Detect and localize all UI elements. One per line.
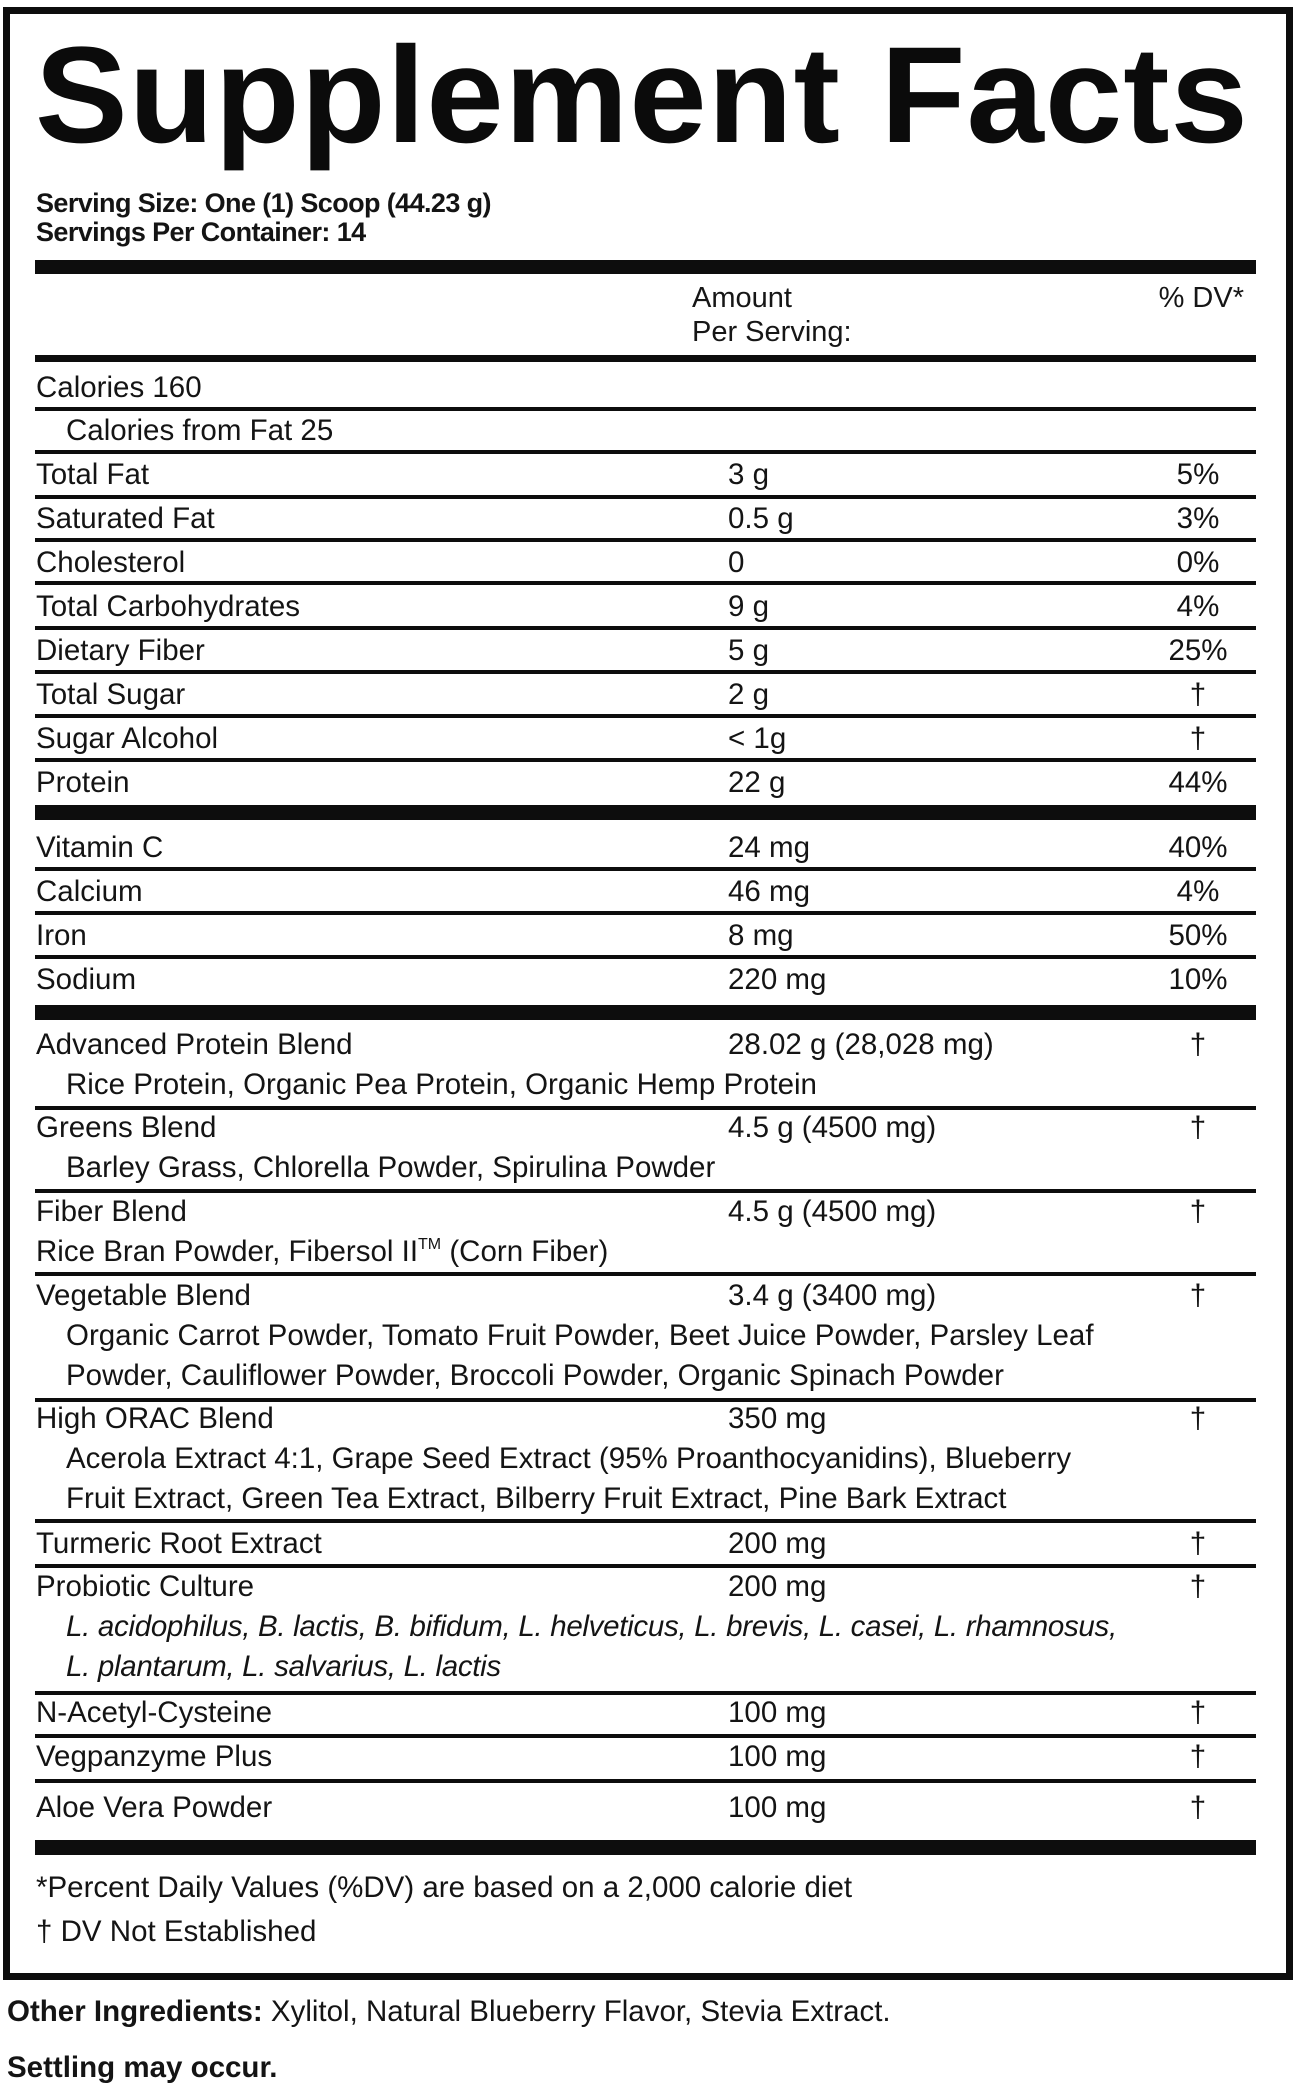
nutrient-amount: 5 g bbox=[728, 634, 770, 667]
blend-name: Vegetable Blend bbox=[36, 1279, 251, 1312]
nutrient-dv: 0% bbox=[1176, 546, 1220, 579]
divider-thick bbox=[35, 1005, 1256, 1020]
dagger-icon: † bbox=[1189, 1111, 1207, 1144]
blend-ingredients: Fruit Extract, Green Tea Extract, Bilberry Fruit Extract, Pine Bark Extract bbox=[66, 1482, 1007, 1515]
probiotic-strains: L. plantarum, L. salvarius, L. lactis bbox=[66, 1650, 501, 1683]
divider-thick bbox=[35, 805, 1256, 820]
nutrient-dv: 4% bbox=[1176, 590, 1220, 623]
dagger-icon: † bbox=[1189, 1791, 1207, 1824]
blend-name: N-Acetyl-Cysteine bbox=[36, 1696, 273, 1729]
vitamin-name: Iron bbox=[36, 919, 87, 952]
blend-ingredients-suffix: (Corn Fiber) bbox=[441, 1235, 609, 1268]
blend-amount: 350 mg bbox=[728, 1402, 827, 1435]
other-ingredients-label: Other Ingredients: bbox=[7, 1995, 263, 2028]
divider bbox=[35, 1106, 1256, 1110]
dagger-icon: † bbox=[1189, 678, 1207, 711]
divider bbox=[35, 911, 1256, 915]
divider-thick bbox=[35, 1840, 1256, 1855]
divider-thick bbox=[35, 260, 1256, 274]
nutrient-dv: 5% bbox=[1176, 458, 1220, 491]
dagger-icon: † bbox=[1189, 1696, 1207, 1729]
blend-name: High ORAC Blend bbox=[36, 1402, 274, 1435]
nutrient-name: Cholesterol bbox=[36, 546, 186, 579]
nutrient-amount: 0 bbox=[728, 546, 745, 579]
header-per-serving: Per Serving: bbox=[692, 316, 852, 348]
divider bbox=[35, 1779, 1256, 1783]
blend-amount: 200 mg bbox=[728, 1570, 827, 1603]
divider bbox=[35, 955, 1256, 959]
header-dv: % DV* bbox=[1158, 282, 1244, 314]
vitamin-dv: 4% bbox=[1176, 875, 1220, 908]
dagger-icon: † bbox=[1189, 1402, 1207, 1435]
footnote-dv-not-established: † DV Not Established bbox=[36, 1915, 317, 1948]
vitamin-amount: 46 mg bbox=[728, 875, 810, 908]
nutrient-name: Total Fat bbox=[36, 458, 150, 491]
nutrient-amount: 0.5 g bbox=[728, 502, 794, 535]
divider bbox=[35, 1519, 1256, 1523]
blend-ingredients: Rice Protein, Organic Pea Protein, Organic Hemp Protein bbox=[66, 1068, 817, 1101]
nutrient-amount: 22 g bbox=[728, 766, 786, 799]
divider bbox=[35, 450, 1256, 454]
dagger-icon: † bbox=[1189, 722, 1207, 755]
divider bbox=[35, 670, 1256, 674]
nutrient-amount: 2 g bbox=[728, 678, 770, 711]
vitamin-name: Vitamin C bbox=[36, 831, 164, 864]
servings-per-container: Servings Per Container: 14 bbox=[36, 217, 366, 247]
dagger-icon: † bbox=[1189, 1740, 1207, 1773]
blend-name: Fiber Blend bbox=[36, 1195, 187, 1228]
nutrient-amount: 9 g bbox=[728, 590, 770, 623]
nutrient-name: Protein bbox=[36, 766, 130, 799]
blend-amount: 4.5 g (4500 mg) bbox=[728, 1111, 937, 1144]
dagger-icon: † bbox=[1189, 1279, 1207, 1312]
dagger-icon: † bbox=[1189, 1028, 1207, 1061]
blend-amount: 100 mg bbox=[728, 1696, 827, 1729]
nutrient-amount: 3 g bbox=[728, 458, 770, 491]
blend-amount: 28.02 g (28,028 mg) bbox=[728, 1028, 994, 1061]
blend-name: Aloe Vera Powder bbox=[36, 1791, 273, 1824]
blend-amount: 4.5 g (4500 mg) bbox=[728, 1195, 937, 1228]
panel-title: Supplement Facts bbox=[35, 19, 1249, 172]
vitamin-name: Sodium bbox=[36, 963, 137, 996]
probiotic-strains: L. acidophilus, B. lactis, B. bifidum, L. helveticus, L. brevis, L. casei, L. rhamnosus, bbox=[66, 1610, 1117, 1643]
divider-medium bbox=[35, 355, 1256, 362]
divider bbox=[35, 758, 1256, 762]
blend-ingredients: Acerola Extract 4:1, Grape Seed Extract (95% Proanthocyanidins), Blueberry bbox=[66, 1442, 1072, 1475]
settling-note: Settling may occur. bbox=[7, 2051, 278, 2084]
footnote-dv-basis: *Percent Daily Values (%DV) are based on a 2,000 calorie diet bbox=[36, 1871, 853, 1904]
nutrient-name: Saturated Fat bbox=[36, 502, 215, 535]
nutrient-name: Sugar Alcohol bbox=[36, 722, 219, 755]
vitamin-amount: 24 mg bbox=[728, 831, 810, 864]
header-amount: Amount bbox=[692, 282, 792, 314]
nutrient-name: Total Sugar bbox=[36, 678, 186, 711]
nutrient-amount: < 1g bbox=[728, 722, 787, 755]
blend-name: Probiotic Culture bbox=[36, 1570, 255, 1603]
blend-amount: 100 mg bbox=[728, 1791, 827, 1824]
nutrient-dv: 3% bbox=[1176, 502, 1220, 535]
serving-size: Serving Size: One (1) Scoop (44.23 g) bbox=[36, 188, 491, 218]
other-ingredients-text: Xylitol, Natural Blueberry Flavor, Stevia Extract. bbox=[262, 1995, 891, 2028]
vitamin-amount: 8 mg bbox=[728, 919, 794, 952]
dagger-icon: † bbox=[1189, 1527, 1207, 1560]
divider bbox=[35, 714, 1256, 718]
nutrient-name: Dietary Fiber bbox=[36, 634, 205, 667]
vitamin-amount: 220 mg bbox=[728, 963, 827, 996]
vitamin-dv: 40% bbox=[1168, 831, 1228, 864]
dagger-icon: † bbox=[1189, 1570, 1207, 1603]
blend-amount: 200 mg bbox=[728, 1527, 827, 1560]
vitamin-dv: 50% bbox=[1168, 919, 1228, 952]
divider bbox=[35, 1189, 1256, 1193]
blend-name: Advanced Protein Blend bbox=[36, 1028, 353, 1061]
blend-ingredients bbox=[36, 1232, 608, 1272]
blend-name: Turmeric Root Extract bbox=[36, 1527, 322, 1560]
blend-name: Vegpanzyme Plus bbox=[36, 1740, 273, 1773]
divider bbox=[35, 867, 1256, 871]
divider bbox=[35, 626, 1256, 630]
blend-ingredients: Barley Grass, Chlorella Powder, Spirulina Powder bbox=[66, 1151, 716, 1184]
blend-amount: 3.4 g (3400 mg) bbox=[728, 1279, 937, 1312]
trademark-superscript: TM bbox=[418, 1236, 442, 1253]
divider bbox=[35, 495, 1256, 499]
calories: Calories 160 bbox=[36, 371, 202, 404]
vitamin-name: Calcium bbox=[36, 875, 143, 908]
divider bbox=[35, 581, 1256, 585]
vitamin-dv: 10% bbox=[1168, 963, 1228, 996]
calories-from-fat: Calories from Fat 25 bbox=[66, 414, 334, 447]
other-ingredients bbox=[7, 1992, 891, 2032]
blend-ingredients: Powder, Cauliflower Powder, Broccoli Powder, Organic Spinach Powder bbox=[66, 1359, 1004, 1392]
blend-ingredients: Organic Carrot Powder, Tomato Fruit Powder, Beet Juice Powder, Parsley Leaf bbox=[66, 1319, 1094, 1352]
divider bbox=[35, 538, 1256, 542]
nutrient-dv: 25% bbox=[1168, 634, 1228, 667]
nutrient-name: Total Carbohydrates bbox=[36, 590, 301, 623]
blend-amount: 100 mg bbox=[728, 1740, 827, 1773]
blend-ingredients-text: Rice Bran Powder, Fibersol II bbox=[36, 1235, 419, 1268]
nutrient-dv: 44% bbox=[1168, 766, 1228, 799]
blend-name: Greens Blend bbox=[36, 1111, 217, 1144]
dagger-icon: † bbox=[1189, 1195, 1207, 1228]
